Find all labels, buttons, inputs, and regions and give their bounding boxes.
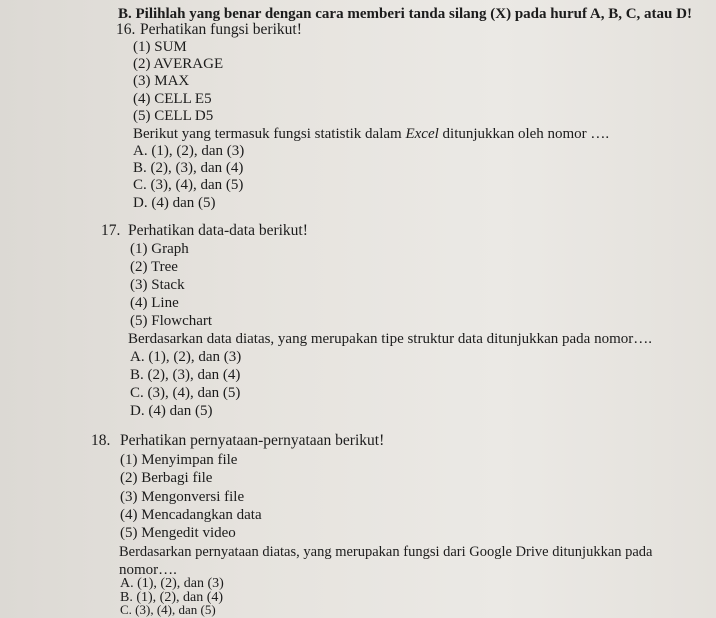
choice-a[interactable]: A. (1), (2), dan (3) (120, 576, 224, 591)
choice-a[interactable]: A. (1), (2), dan (3) (133, 143, 245, 159)
stem-text: ditunjukkan oleh nomor …. (438, 126, 610, 142)
list-item: (5) Flowchart (130, 313, 213, 329)
list-item: (3) Mengonversi file (120, 489, 245, 505)
list-item: (1) SUM (133, 39, 187, 55)
list-item: (3) Stack (130, 277, 185, 293)
list-item: (2) AVERAGE (133, 56, 224, 72)
choice-d[interactable]: D. (4) dan (5) (133, 195, 216, 211)
choice-a[interactable]: A. (1), (2), dan (3) (130, 349, 242, 365)
choice-b[interactable]: B. (1), (2), dan (4) (120, 590, 224, 605)
list-item: (1) Graph (130, 241, 189, 257)
choice-c[interactable]: C. (3), (4), dan (5) (133, 177, 244, 193)
list-item: (2) Berbagi file (120, 470, 213, 486)
list-item: (4) Mencadangkan data (120, 507, 262, 523)
question-17-prompt: Perhatikan data-data berikut! (128, 222, 308, 239)
choice-b[interactable]: B. (2), (3), dan (4) (130, 367, 241, 383)
choice-b[interactable]: B. (2), (3), dan (4) (133, 160, 244, 176)
list-item: (1) Menyimpan file (120, 452, 238, 468)
question-17-stem: Berdasarkan data diatas, yang merupakan tipe struktur data ditunjukkan pada nomor…. (128, 331, 653, 347)
stem-text: Berikut yang termasuk fungsi statistik dalam (133, 126, 406, 142)
choice-d[interactable]: D. (4) dan (5) (130, 403, 213, 419)
question-18-number: 18. (91, 432, 111, 449)
list-item: (5) Mengedit video (120, 525, 236, 541)
list-item: (4) CELL E5 (133, 91, 212, 107)
list-item: (5) CELL D5 (133, 108, 214, 124)
question-16-prompt: Perhatikan fungsi berikut! (140, 21, 302, 38)
list-item: (4) Line (130, 295, 179, 311)
stem-italic-text: Excel (405, 126, 439, 142)
question-16-stem (133, 125, 609, 143)
section-header: B. Pilihlah yang benar dengan cara memberi tanda silang (X) pada huruf A, B, C, atau D! (118, 6, 692, 22)
question-18-stem-line2: nomor…. (119, 562, 177, 578)
question-16-number: 16. (116, 21, 136, 38)
list-item: (2) Tree (130, 259, 178, 275)
question-18-stem: Berdasarkan pernyataan diatas, yang merupakan fungsi dari Google Drive ditunjukkan pada (119, 544, 653, 560)
question-18-prompt: Perhatikan pernyataan-pernyataan berikut! (120, 432, 385, 449)
choice-c[interactable]: C. (3), (4), dan (5) (130, 385, 241, 401)
list-item: (3) MAX (133, 73, 190, 89)
question-17-number: 17. (101, 222, 121, 239)
choice-c[interactable]: C. (3), (4), dan (5) (120, 602, 216, 617)
